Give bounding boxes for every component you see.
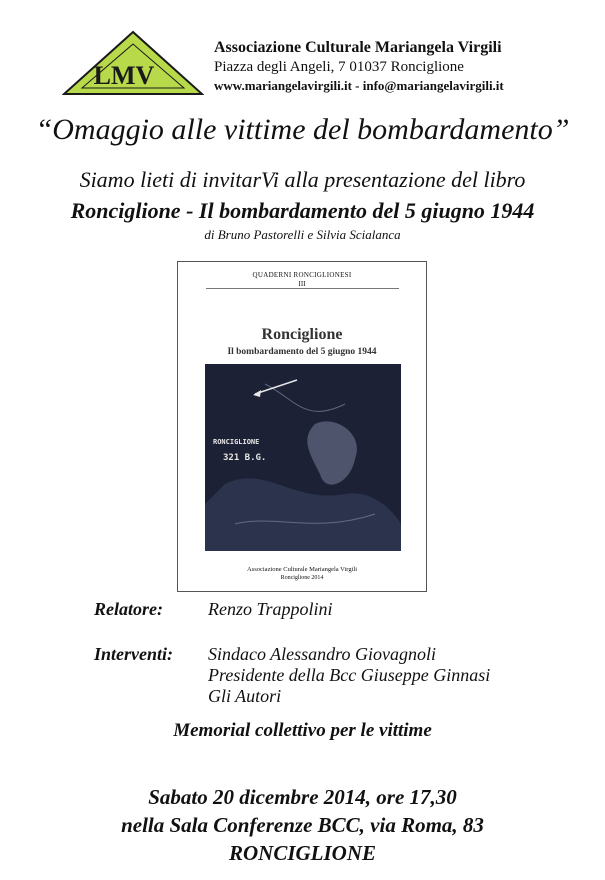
event-location: nella Sala Conferenze BCC, via Roma, 83 [121, 813, 484, 837]
book-cover [177, 261, 427, 592]
org-block [214, 38, 504, 95]
invite-text: Siamo lieti di invitarVi alla presentazione del libro [79, 167, 526, 192]
cover-divider [206, 288, 399, 289]
interventi-label: Interventi: [94, 644, 173, 664]
intervento-item: Sindaco Alessandro Giovagnoli [208, 644, 436, 664]
org-address: Piazza degli Angeli, 7 01037 Ronciglione [214, 59, 464, 75]
svg-text:LMV: LMV [93, 61, 155, 90]
cover-subtitle: Il bombardamento del 5 giugno 1944 [227, 347, 377, 357]
svg-text:321 B.G.: 321 B.G. [223, 453, 267, 463]
cover-number: III [298, 280, 306, 288]
aerial-photo [205, 364, 401, 551]
cover-series: QUADERNI RONCIGLIONESI [252, 271, 352, 279]
association-logo [62, 30, 204, 96]
cover-title: Ronciglione [261, 326, 343, 343]
intervento-item: Presidente della Bcc Giuseppe Ginnasi [208, 665, 491, 685]
cover-publisher: Associazione Culturale Mariangela Virgili [246, 566, 358, 573]
book-authors: di Bruno Pastorelli e Silvia Scialanca [204, 227, 401, 242]
relatore-label: Relatore: [94, 599, 163, 619]
event-city: RONCIGLIONE [228, 841, 377, 865]
event-title: “Omaggio alle vittime del bombardamento” [35, 113, 570, 146]
org-web-contact[interactable]: www.mariangelavirgili.it - info@mariangelavirgili.it [214, 78, 504, 93]
cover-place-year: Ronciglione 2014 [280, 575, 324, 581]
memorial-text: Memorial collettivo per le vittime [173, 720, 432, 741]
book-title: Ronciglione - Il bombardamento del 5 giugno 1944 [70, 198, 535, 223]
intervento-item: Gli Autori [208, 686, 282, 706]
relatore-value: Renzo Trappolini [208, 599, 333, 619]
svg-text:RONCIGLIONE: RONCIGLIONE [213, 438, 260, 446]
org-name: Associazione Culturale Mariangela Virgili [214, 39, 502, 56]
event-datetime: Sabato 20 dicembre 2014, ore 17,30 [148, 785, 457, 809]
